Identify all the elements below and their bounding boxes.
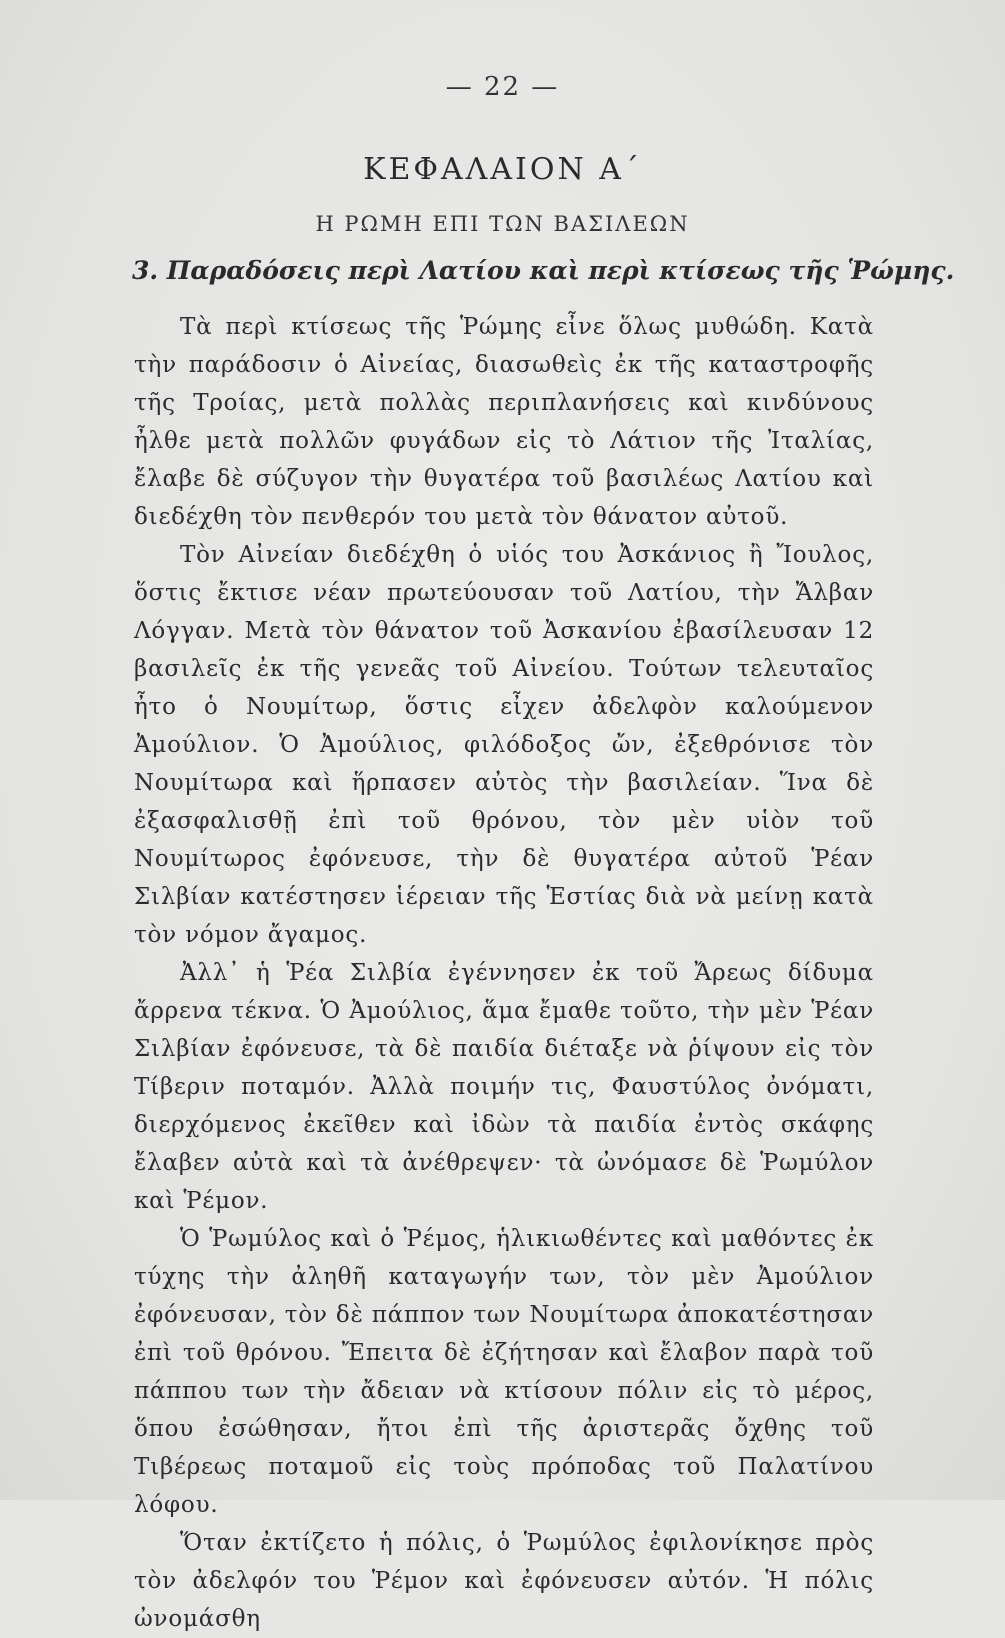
- paragraph-3: Ἀλλ᾽ ἡ Ῥέα Σιλβία ἐγέννησεν ἐκ τοῦ Ἄρεως δίδυμα ἄρρενα τέκνα. Ὁ Ἀμούλιος, ἅμα ἔμαθε τοῦτο, τὴν μὲν Ῥέαν Σιλβίαν ἐφόνευσε, τὰ δὲ παιδία διέταξε νὰ ῥίψουν εἰς τὸν Τίβεριν ποταμόν. Ἀλλὰ ποιμήν τις, Φαυστύλος ὀνόματι, διερχόμενος ἐκεῖθεν καὶ ἰδὼν τὰ παιδία ἐντὸς σκάφης ἔλαβεν αὐτὰ καὶ τὰ ἀνέθρεψεν· τὰ ὠνόμασε δὲ Ῥωμύλον καὶ Ῥέμον.: [134, 960, 874, 1214]
- chapter-subtitle: Η ΡΩΜΗ ΕΠΙ ΤΩΝ ΒΑΣΙΛΕΩΝ: [315, 212, 690, 236]
- paragraph-2: Τὸν Αἰνείαν διεδέχθη ὁ υἱός του Ἀσκάνιος ἢ Ἴουλος, ὅστις ἔκτισε νέαν πρωτεύουσαν τοῦ Λατίου, τὴν Ἄλβαν Λόγγαν. Μετὰ τὸν θάνατον τοῦ Ἀσκανίου ἐβασίλευσαν 12 βασιλεῖς ἐκ τῆς γενεᾶς τοῦ Αἰνείου. Τούτων τελευταῖος ἦτο ὁ Νουμίτωρ, ὅστις εἶχεν ἀδελφὸν καλούμενον Ἀμούλιον. Ὁ Ἀμούλιος, φιλόδοξος ὤν, ἐξεθρόνισε τὸν Νουμίτωρα καὶ ἥρπασεν αὐτὸς τὴν βασιλείαν. Ἵνα δὲ ἐξασφαλισθῇ ἐπὶ τοῦ θρόνου, τὸν μὲν υἱὸν τοῦ Νουμίτωρος ἐφόνευσε, τὴν δὲ θυγατέρα αὐτοῦ Ῥέαν Σιλβίαν κατέστησεν ἱέρειαν τῆς Ἑστίας διὰ νὰ μείνῃ κατὰ τὸν νόμον ἄγαμος.: [134, 542, 874, 948]
- chapter-title: ΚΕΦΑΛΑΙΟΝ Α΄: [363, 152, 642, 187]
- body-text: [134, 308, 874, 1638]
- page-number: — 22 —: [445, 72, 560, 102]
- paragraph-5: Ὅταν ἐκτίζετο ἡ πόλις, ὁ Ῥωμύλος ἐφιλονίκησε πρὸς τὸν ἀδελφόν του Ῥέμον καὶ ἐφόνευσεν αὐτόν. Ἡ πόλις ὠνομάσθη: [134, 1530, 874, 1632]
- section-heading: 3. Παραδόσεις περὶ Λατίου καὶ περὶ κτίσεως τῆς Ῥώμης.: [132, 256, 955, 285]
- paragraph-4: Ὁ Ῥωμύλος καὶ ὁ Ῥέμος, ἡλικιωθέντες καὶ μαθόντες ἐκ τύχης τὴν ἀληθῆ καταγωγήν των, τὸν μὲν Ἀμούλιον ἐφόνευσαν, τὸν δὲ πάππον των Νουμίτωρα ἀποκατέστησαν ἐπὶ τοῦ θρόνου. Ἔπειτα δὲ ἐζήτησαν καὶ ἔλαβον παρὰ τοῦ πάππου των τὴν ἄδειαν νὰ κτίσουν πόλιν εἰς τὸ μέρος, ὅπου ἐσώθησαν, ἤτοι ἐπὶ τῆς ἀριστερᾶς ὄχθης τοῦ Τιβέρεως ποταμοῦ εἰς τοὺς πρόποδας τοῦ Παλατίνου λόφου.: [134, 1226, 874, 1518]
- paragraph-1: Τὰ περὶ κτίσεως τῆς Ῥώμης εἶνε ὅλως μυθώδη. Κατὰ τὴν παράδοσιν ὁ Αἰνείας, διασωθεὶς ἐκ τῆς καταστροφῆς τῆς Τροίας, μετὰ πολλὰς περιπλανήσεις καὶ κινδύνους ἦλθε μετὰ πολλῶν φυγάδων εἰς τὸ Λάτιον τῆς Ἰταλίας, ἔλαβε δὲ σύζυγον τὴν θυγατέρα τοῦ βασιλέως Λατίου καὶ διεδέχθη τὸν πενθερόν του μετὰ τὸν θάνατον αὐτοῦ.: [134, 314, 874, 530]
